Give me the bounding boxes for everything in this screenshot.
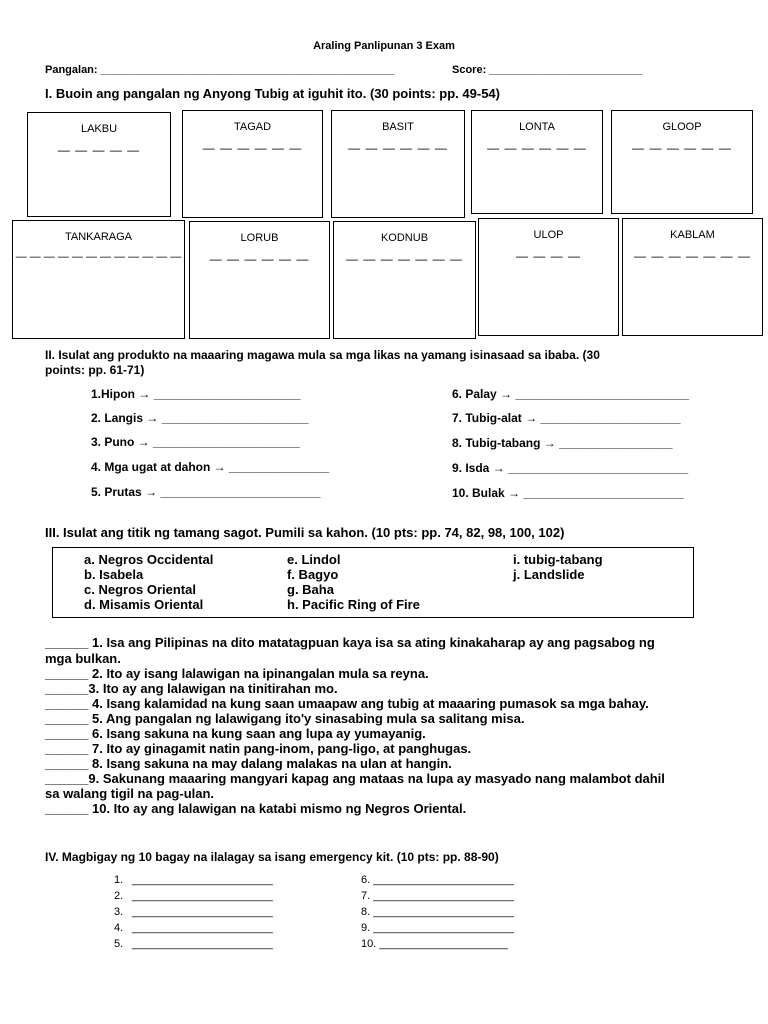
product-item[interactable]: 1.Hipon → ______________________: [91, 387, 301, 401]
choices-box: [52, 547, 694, 618]
drawing-box-6[interactable]: [12, 220, 185, 339]
scrambled-word: LONTA: [519, 121, 555, 133]
scrambled-word: LAKBU: [80, 123, 118, 135]
choice-c: c. Negros Oriental: [84, 582, 196, 597]
choice-a: a. Negros Occidental: [84, 552, 214, 567]
emergency-item-8[interactable]: [361, 906, 514, 918]
item-number: 7.: [361, 890, 371, 902]
item-number: 8.: [361, 906, 371, 918]
answer-blank: — — — —: [515, 249, 581, 263]
answer-blank: — — — — — —: [487, 141, 587, 155]
section2-instruction-line2: points: pp. 61-71): [45, 363, 145, 377]
name-field[interactable]: Pangalan: ________________________________________________: [45, 64, 395, 76]
drawing-box-5[interactable]: [611, 110, 753, 214]
answer-line: _______________________: [373, 906, 514, 918]
choice-j: j. Landslide: [513, 567, 585, 582]
choice-d: d. Misamis Oriental: [84, 597, 204, 612]
section4-instruction: IV. Magbigay ng 10 bagay na ilalagay sa isang emergency kit. (10 pts: pp. 88-90): [45, 850, 499, 864]
choice-e: e. Lindol: [287, 552, 341, 567]
question-9-cont: sa walang tigil na pag-ulan.: [45, 786, 215, 801]
product-item[interactable]: 4. Mga ugat at dahon → _______________: [91, 460, 330, 474]
product-item[interactable]: 10. Bulak → ________________________: [452, 486, 684, 500]
choice-f: f. Bagyo: [287, 567, 339, 582]
answer-line: _______________________: [373, 922, 514, 934]
question-8[interactable]: ______ 8. Isang sakuna na may dalang malakas na ulan at hangin.: [45, 756, 452, 771]
question-9[interactable]: ______9. Sakunang maaaring mangyari kapag ang mataas na lupa ay masyado nang malambot dahil: [45, 771, 665, 786]
question-10[interactable]: ______ 10. Ito ay ang lalawigan na katabi mismo ng Negros Oriental.: [45, 801, 467, 816]
product-item[interactable]: 3. Puno → ______________________: [91, 435, 300, 449]
question-1[interactable]: ______ 1. Isa ang Pilipinas na dito matatagpuan kaya isa sa ating kinakaharap ay ang pagsabog ng: [45, 635, 655, 650]
item-number: 9.: [361, 922, 371, 934]
question-3[interactable]: ______3. Ito ay ang lalawigan na tinitirahan mo.: [45, 681, 338, 696]
drawing-box-3[interactable]: [331, 110, 465, 218]
product-item[interactable]: 2. Langis → ______________________: [91, 411, 309, 425]
section1-instruction: I. Buoin ang pangalan ng Anyong Tubig at iguhit ito. (30 points: pp. 49-54): [45, 86, 500, 101]
answer-line: _______________________: [132, 906, 273, 918]
item-number: 1.: [114, 874, 124, 886]
choice-i: i. tubig-tabang: [513, 552, 603, 567]
emergency-item-2[interactable]: [114, 890, 273, 902]
scrambled-word: KODNUB: [380, 232, 429, 244]
choice-g: g. Baha: [287, 582, 334, 597]
emergency-item-3[interactable]: [114, 906, 273, 918]
scrambled-word: LORUB: [240, 232, 279, 244]
drawing-box-9[interactable]: [478, 218, 619, 336]
exam-title: Araling Panlipunan 3 Exam: [313, 40, 455, 52]
scrambled-word: ULOP: [533, 229, 564, 241]
item-number: 5.: [114, 938, 124, 950]
answer-blank: — — — — —: [57, 143, 141, 157]
item-number: 2.: [114, 890, 124, 902]
section2-instruction-line1: II. Isulat ang produkto na maaaring magawa mula sa mga likas na yamang isinasaad sa ibaba. (30: [45, 348, 600, 362]
question-7[interactable]: ______ 7. Ito ay ginagamit natin pang-inom, pang-ligo, at panghugas.: [45, 741, 472, 756]
product-item[interactable]: 8. Tubig-tabang → _________________: [452, 436, 673, 450]
emergency-item-4[interactable]: [114, 922, 273, 934]
item-number: 6.: [361, 874, 371, 886]
emergency-item-1[interactable]: [114, 874, 273, 886]
drawing-box-10[interactable]: [622, 218, 763, 336]
scrambled-word: TAGAD: [233, 121, 272, 133]
item-number: 3.: [114, 906, 124, 918]
answer-line: _______________________: [132, 874, 273, 886]
drawing-box-7[interactable]: [189, 221, 330, 339]
answer-blank: — — — — — — —: [633, 249, 751, 263]
emergency-item-7[interactable]: [361, 890, 514, 902]
item-number: 10.: [361, 938, 377, 950]
question-1-cont: mga bulkan.: [45, 651, 121, 666]
answer-line: _______________________: [132, 922, 273, 934]
answer-blank: — — — — — —: [202, 141, 303, 155]
question-2[interactable]: ______ 2. Ito ay isang lalawigan na ipinangalan mula sa reyna.: [45, 666, 429, 681]
section3-instruction: III. Isulat ang titik ng tamang sagot. Pumili sa kahon. (10 pts: pp. 74, 82, 98, 100, 102): [45, 525, 565, 540]
product-item[interactable]: 7. Tubig-alat → _____________________: [452, 411, 681, 425]
emergency-item-10[interactable]: [361, 938, 508, 950]
answer-line: _______________________: [373, 874, 514, 886]
answer-line: _______________________: [132, 890, 273, 902]
drawing-box-2[interactable]: [182, 110, 323, 218]
scrambled-word: KABLAM: [670, 229, 715, 241]
scrambled-word: GLOOP: [662, 121, 702, 133]
answer-line: _____________________: [379, 938, 508, 950]
emergency-item-5[interactable]: [114, 938, 273, 950]
emergency-item-9[interactable]: [361, 922, 514, 934]
answer-line: _______________________: [132, 938, 273, 950]
scrambled-word: TANKARAGA: [64, 231, 133, 243]
question-6[interactable]: ______ 6. Isang sakuna na kung saan ang lupa ay yumayanig.: [45, 726, 426, 741]
answer-blank: — — — — — —: [209, 252, 310, 266]
answer-blank: — — — — — — —: [345, 252, 463, 266]
drawing-box-4[interactable]: [471, 110, 603, 214]
product-item[interactable]: 5. Prutas → ________________________: [91, 485, 321, 499]
score-field[interactable]: Score: _________________________: [452, 64, 643, 76]
product-item[interactable]: 6. Palay → __________________________: [452, 387, 689, 401]
question-5[interactable]: ______ 5. Ang pangalan ng lalawigang ito'y sinasabing mula sa salitang misa.: [45, 711, 525, 726]
item-number: 4.: [114, 922, 124, 934]
answer-blank: — — — — — —: [632, 141, 732, 155]
question-4[interactable]: ______ 4. Isang kalamidad na kung saan umaapaw ang tubig at maaaring pumasok sa mga bahay.: [45, 696, 649, 711]
answer-blank: — — — — — — — — — — — —: [15, 251, 182, 263]
drawing-box-1[interactable]: [27, 112, 171, 217]
choice-h: h. Pacific Ring of Fire: [287, 597, 420, 612]
choice-b: b. Isabela: [84, 567, 144, 582]
scrambled-word: BASIT: [382, 121, 414, 133]
product-item[interactable]: 9. Isda → ___________________________: [452, 461, 689, 475]
drawing-box-8[interactable]: [333, 221, 476, 339]
emergency-item-6[interactable]: [361, 874, 514, 886]
answer-line: _______________________: [373, 890, 514, 902]
answer-blank: — — — — — —: [348, 141, 448, 155]
